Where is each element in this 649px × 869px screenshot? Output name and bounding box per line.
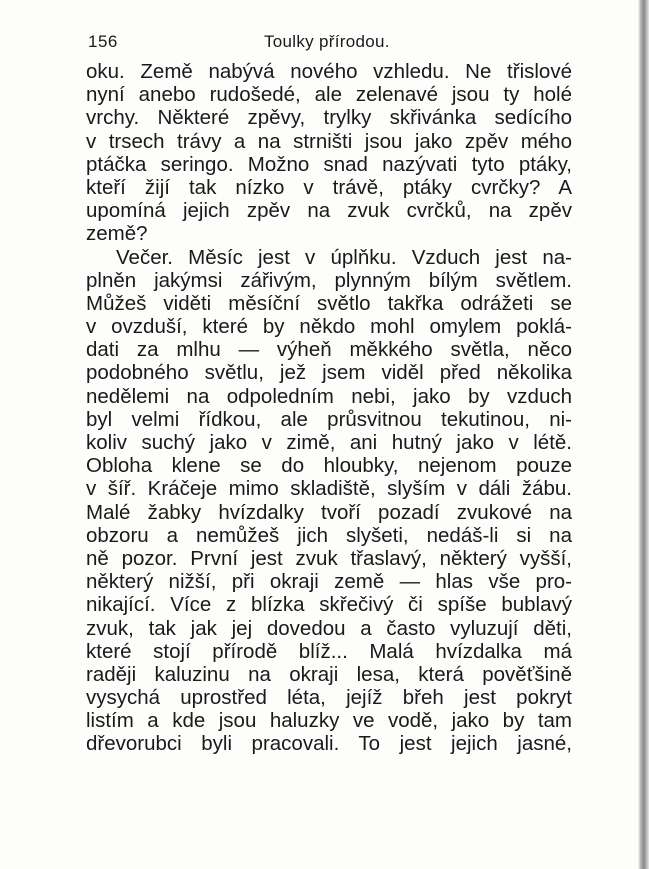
text-line: zvuk, tak jak jej dovedou a často vyluzují děti,	[86, 616, 572, 640]
text-line: některý nižší, při okraji země — hlas vše pro-	[86, 570, 572, 594]
text-line: ně pozor. První jest zvuk třaslavý, některý vyšší,	[86, 546, 572, 570]
text-line: upomíná jejich zpěv na zvuk cvrčků, na zpěv	[86, 199, 572, 223]
text-line: listím a kde jsou haluzky ve vodě, jako by tam	[86, 709, 572, 733]
text-line: ptáčka seringo. Možno snad nazývati tyto ptáky,	[86, 152, 572, 176]
text-line: plněn jakýmsi zářivým, plynným bílým světlem.	[86, 268, 572, 292]
text-line: Obloha klene se do hloubky, nejenom pouze	[86, 454, 572, 478]
text-line: nikající. Více z blízka skřečivý či spíše bublavý	[86, 593, 572, 617]
text-line: oku. Země nabývá nového vzhledu. Ne třislové	[86, 60, 572, 83]
text-line: které stojí přírodě blíž... Malá hvízdalka má	[86, 639, 572, 663]
text-line: nyní anebo rudošedé, ale zelenavé jsou ty holé	[86, 83, 572, 107]
text-line: obzoru a nemůžeš jich slyšeti, nedáš-li si na	[86, 523, 572, 547]
body-text	[86, 60, 572, 756]
text-line: Malé žabky hvízdalky tvoří pozadí zvukové na	[86, 500, 572, 524]
text-line: dřevorubci byli pracovali. To jest jejich jasné,	[86, 732, 572, 756]
text-line: vrchy. Některé zpěvy, trylky skřivánka sedícího	[86, 106, 572, 130]
text-line: byl velmi řídkou, ale průsvitnou tekutinou, ni-	[86, 407, 572, 431]
text-line: vysychá uprostřed léta, jejíž břeh jest pokryt	[86, 686, 572, 710]
text-line: podobného světlu, jež jsem viděl před několika	[86, 361, 572, 385]
page-header	[88, 30, 568, 54]
text-line: země?	[86, 222, 148, 246]
text-line: nedělemi na odpoledním nebi, jako by vzduch	[86, 384, 572, 408]
text-line: dati za mlhu — výheň měkkého světla, něco	[86, 338, 572, 362]
page-edge-shadow	[629, 0, 649, 869]
text-line: Můžeš viděti měsíční světlo takřka odrážeti se	[86, 291, 572, 315]
text-line: v trsech trávy a na strništi jsou jako zpěv mého	[86, 129, 572, 153]
text-line: kteří žijí tak nízko v trávě, ptáky cvrčky? A	[86, 175, 572, 199]
text-line: v ovzduší, které by někdo mohl omylem poklá-	[86, 315, 572, 339]
text-line: Večer. Měsíc jest v úplňku. Vzduch jest na-	[116, 245, 572, 269]
text-line: raději kaluzinu na okraji lesa, která pověťšině	[86, 662, 572, 686]
running-title: Toulky přírodou.	[264, 32, 390, 51]
text-line: v šíř. Kráčeje mimo skladiště, slyším v dáli žábu.	[86, 477, 572, 501]
page-number: 156	[88, 32, 118, 51]
text-line: koliv suchý jako v zimě, ani hutný jako v létě.	[86, 431, 572, 454]
